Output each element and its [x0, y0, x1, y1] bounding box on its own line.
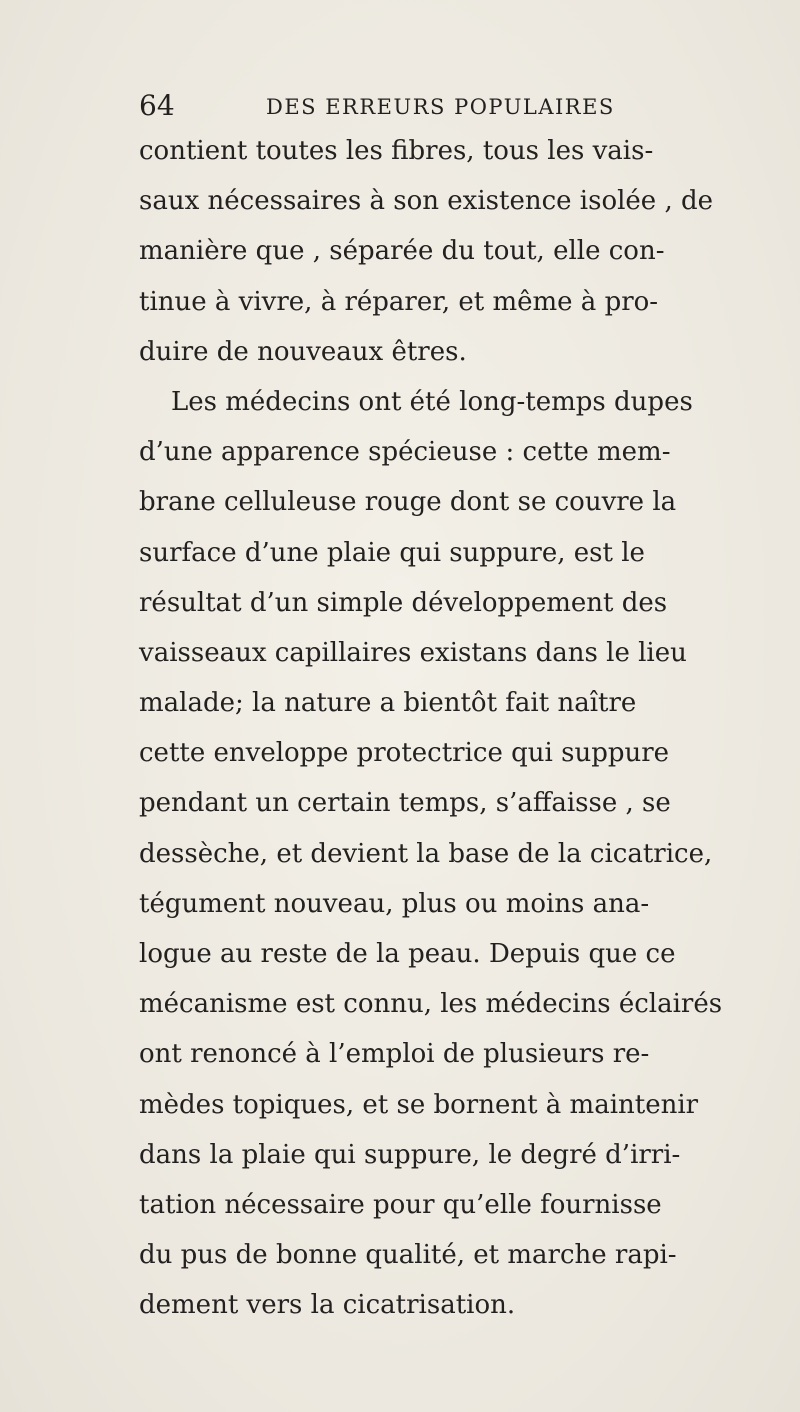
text-line: d’une apparence spécieuse : cette mem- — [139, 437, 671, 468]
text-line: tégument nouveau, plus ou moins ana- — [139, 888, 650, 919]
text-line: logue au reste de la peau. Depuis que ce — [139, 939, 676, 969]
text-line: duire de nouveaux êtres. — [139, 336, 467, 367]
text-line: du pus de bonne qualité, et marche rapi- — [139, 1240, 677, 1271]
text-line: résultat d’un simple développement des — [139, 587, 668, 618]
text-line: pendant un certain temps, s’affaisse , se — [139, 788, 671, 819]
running-title: DES ERREURS POPULAIRES — [266, 95, 615, 119]
page-number: 64 — [139, 89, 175, 122]
running-head — [139, 88, 699, 124]
text-line: surface d’une plaie qui suppure, est le — [139, 537, 645, 568]
text-line: dans la plaie qui suppure, le degré d’irri- — [139, 1139, 681, 1170]
text-line: manière que , séparée du tout, elle con- — [139, 236, 665, 267]
text-line: brane celluleuse rouge dont se couvre la — [139, 487, 677, 518]
text-line: saux nécessaires à son existence isolée , de — [139, 186, 714, 217]
text-line: mécanisme est connu, les médecins éclairés — [139, 989, 723, 1020]
paragraph-start-line: Les médecins ont été long-temps dupes — [171, 386, 693, 417]
text-line: ont renoncé à l’emploi de plusieurs re- — [139, 1039, 650, 1070]
text-line: malade; la nature a bientôt fait naître — [139, 688, 637, 719]
text-line: cette enveloppe protectrice qui suppure — [139, 738, 670, 769]
text-line: vaisseaux capillaires existans dans le lieu — [139, 637, 687, 668]
body-text — [139, 126, 739, 1331]
text-line: dessèche, et devient la base de la cicatrice, — [139, 838, 713, 869]
text-line: tation nécessaire pour qu’elle fournisse — [139, 1189, 662, 1220]
text-line: contient toutes les fibres, tous les vais- — [139, 136, 654, 166]
text-line: tinue à vivre, à réparer, et même à pro- — [139, 286, 659, 317]
text-line: mèdes topiques, et se bornent à maintenir — [139, 1089, 699, 1120]
text-line: dement vers la cicatrisation. — [139, 1290, 516, 1321]
